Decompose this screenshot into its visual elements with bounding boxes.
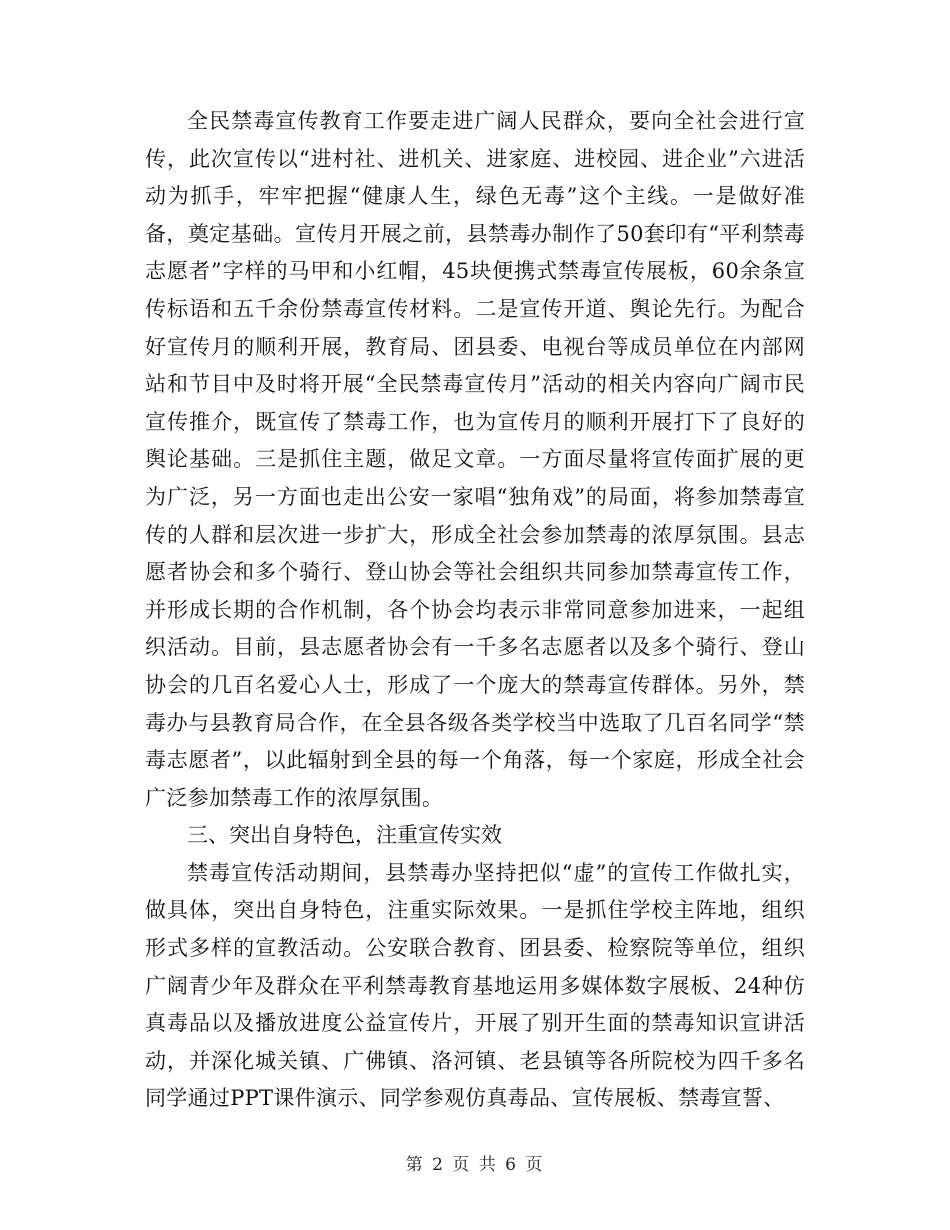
document-body — [145, 103, 805, 1118]
section-heading-3: 三、突出自身特色，注重宣传实效 — [187, 823, 502, 848]
body-paragraph-1: 全民禁毒宣传教育工作要走进广阔人民群众，要向全社会进行宣传，此次宣传以“进村社、进机关、进家庭、进校园、进企业”六进活动为抓手，牢牢把握“健康人生，绿色无毒”这个主线。一是做好准备，奠定基础。宣传月开展之前，县禁毒办制作了50套印有“平利禁毒志愿者”字样的马甲和小红帽，45块便携式禁毒宣传展板，60余条宣传标语和五千余份禁毒宣传材料。二是宣传开道、舆论先行。为配合好宣传月的顺利开展，教育局、团县委、电视台等成员单位在内部网站和节目中及时将开展“全民禁毒宣传月”活动的相关内容向广阔市民宣传推介，既宣传了禁毒工作，也为宣传月的顺利开展打下了良好的舆论基础。三是抓住主题，做足文章。一方面尽量将宣传面扩展的更为广泛，另一方面也走出公安一家唱“独角戏”的局面，将参加禁毒宣传的人群和层次进一步扩大，形成全社会参加禁毒的浓厚氛围。县志愿者协会和多个骑行、登山协会等社会组织共同参加禁毒宣传工作，并形成长期的合作机制，各个协会均表示非常同意参加进来，一起组织活动。目前，县志愿者协会有一千多名志愿者以及多个骑行、登山协会的几百名爱心人士，形成了一个庞大的禁毒宣传群体。另外，禁毒办与县教育局合作，在全县各级各类学校当中选取了几百名同学“禁毒志愿者”，以此辐射到全县的每一个角落，每一个家庭，形成全社会广泛参加禁毒工作的浓厚氛围。 — [145, 109, 805, 810]
page-number-footer: 第 2 页 共 6 页 — [405, 1155, 545, 1175]
body-paragraph-2: 禁毒宣传活动期间，县禁毒办坚持把似“虚”的宣传工作做扎实，做具体，突出自身特色，注重实际效果。一是抓住学校主阵地，组织形式多样的宣教活动。公安联合教育、团县委、检察院等单位，组织广阔青少年及群众在平利禁毒教育基地运用多媒体数字展板、24种仿真毒品以及播放进度公益宣传片，开展了别开生面的禁毒知识宣讲活动，并深化城关镇、广佛镇、洛河镇、老县镇等各所院校为四千多名同学通过PPT课件演示、同学参观仿真毒品、宣传展板、禁毒宣誓、 — [145, 860, 805, 1111]
